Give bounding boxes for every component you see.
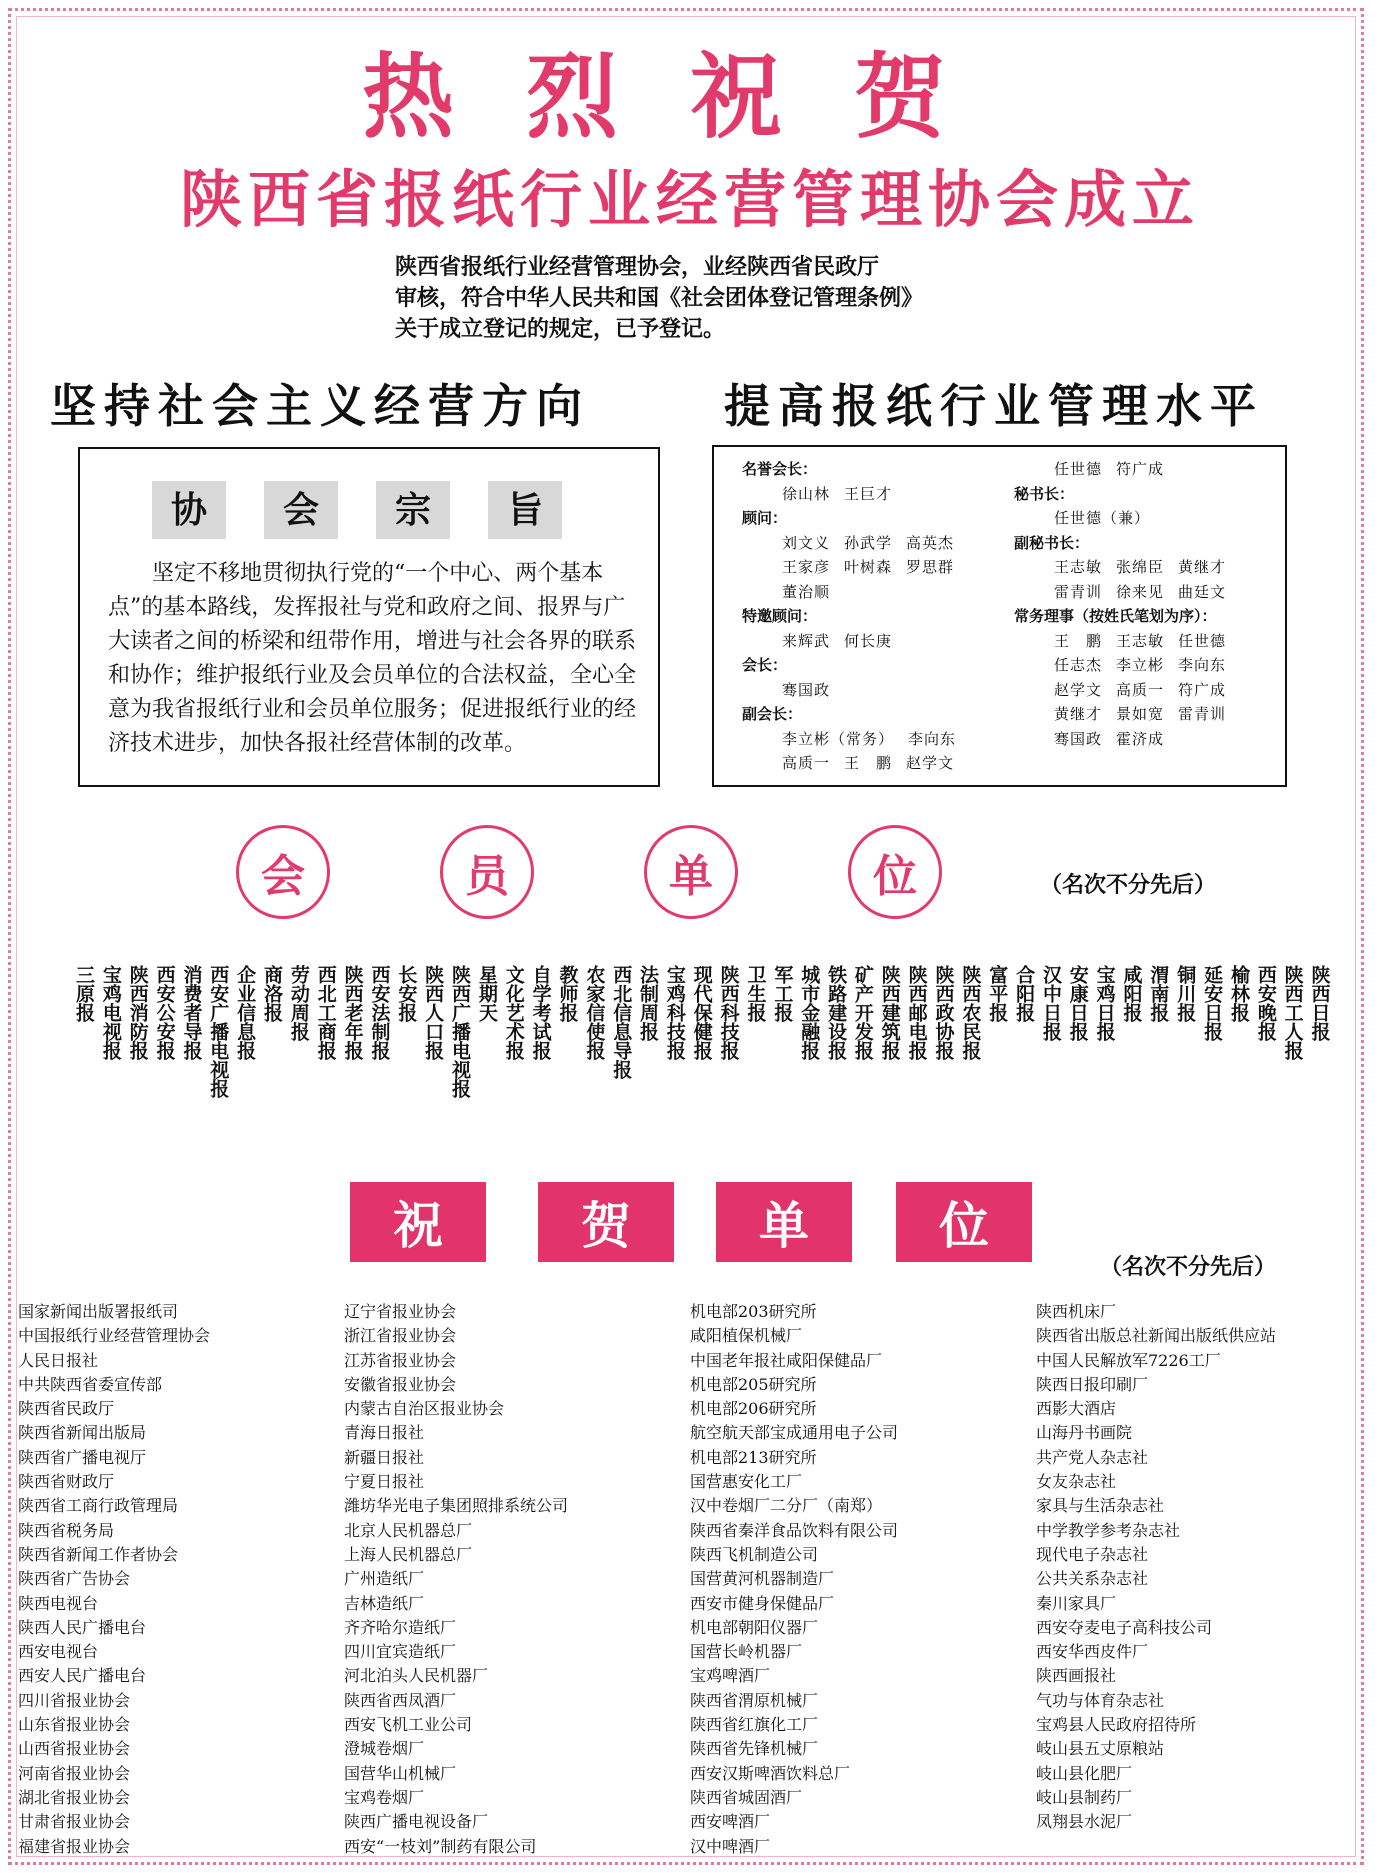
congrats-unit: 宝鸡卷烟厂 <box>344 1787 425 1807</box>
member-seal <box>440 825 534 919</box>
leader-names <box>742 678 992 703</box>
member-unit: 宝鸡电视报 <box>99 965 122 1060</box>
congrats-unit: 汉中啤酒厂 <box>690 1836 771 1856</box>
leader-name: 任世德 <box>1178 631 1227 650</box>
congrats-unit: 山西省报业协会 <box>18 1739 131 1759</box>
member-unit: 宝鸡科技报 <box>663 965 686 1060</box>
leader-name: 黄继才 <box>1178 558 1227 576</box>
congrats-unit: 机电部朝阳仪器厂 <box>690 1617 819 1637</box>
congrats-unit: 齐齐哈尔造纸厂 <box>344 1617 457 1637</box>
congrats-unit: 汉中卷烟厂二分厂（南郑） <box>690 1496 883 1516</box>
congrats-unit: 中国报纸行业经营管理协会 <box>18 1326 211 1346</box>
congrats-unit: 西安啤酒厂 <box>690 1812 771 1832</box>
congrats-unit: 陕西日报印刷厂 <box>1036 1374 1149 1394</box>
member-unit: 陕西日报 <box>1308 965 1331 1041</box>
member-unit: 西北工商报 <box>314 965 337 1060</box>
headline: 热烈祝贺 <box>361 44 1018 151</box>
leader-name: 王巨才 <box>844 484 893 503</box>
congrats-unit: 中共陕西省委宣传部 <box>18 1374 163 1394</box>
congrats-unit: 陕西省城固酒厂 <box>690 1787 803 1807</box>
member-unit: 自学考试报 <box>529 965 552 1060</box>
leader-name: 高英杰 <box>906 533 955 552</box>
congrats-char: 位 <box>939 1197 989 1255</box>
leadership-right-column <box>1014 457 1282 751</box>
congrats-unit: 陕西省广播电视厅 <box>18 1447 147 1467</box>
member-unit: 咸阳报 <box>1120 965 1143 1022</box>
congrats-unit: 河北泊头人民机器厂 <box>344 1666 489 1686</box>
congrats-unit: 四川省报业协会 <box>18 1690 131 1710</box>
leader-name: 李立彬（常务） <box>782 729 895 748</box>
leader-role-title: 副会长： <box>742 705 803 723</box>
congrats-unit: 陕西飞机制造公司 <box>690 1544 819 1564</box>
congrats-unit: 西安华西皮件厂 <box>1036 1642 1149 1662</box>
congrats-unit: 西安飞机工业公司 <box>344 1715 473 1735</box>
leader-role-title: 名誉会长： <box>742 460 818 478</box>
seal-char: 会 <box>261 851 305 902</box>
leader-name: 王 鹏 <box>844 754 893 772</box>
congrats-unit: 家具与生活杂志社 <box>1036 1496 1165 1516</box>
congrats-unit: 国家新闻出版署报纸司 <box>18 1302 179 1321</box>
seal-char: 单 <box>669 851 713 902</box>
congrats-unit: 现代电子杂志社 <box>1036 1544 1149 1564</box>
congrats-unit: 安徽省报业协会 <box>344 1374 457 1394</box>
congrats-unit: 陕西人民广播电台 <box>18 1617 147 1637</box>
congrats-unit: 吉林造纸厂 <box>344 1593 425 1613</box>
member-seal <box>848 825 942 919</box>
leader-names <box>1014 629 1282 752</box>
member-unit: 陕西邮电报 <box>905 965 928 1060</box>
congrats-unit: 机电部203研究所 <box>690 1302 817 1321</box>
congrats-unit: 西安电视台 <box>18 1642 99 1662</box>
leader-name: 骞国政 <box>1054 729 1103 748</box>
congrats-unit: 中国老年报社咸阳保健品厂 <box>690 1350 883 1370</box>
congrats-unit: 青海日报社 <box>344 1423 425 1443</box>
congrats-unit: 宁夏日报社 <box>344 1472 425 1492</box>
congrats-unit: 广州造纸厂 <box>344 1569 425 1589</box>
purpose-title-char: 会 <box>264 481 338 539</box>
registration-notice <box>395 252 1015 345</box>
congrats-unit: 国营黄河机器制造厂 <box>690 1569 835 1589</box>
leader-names <box>742 629 992 654</box>
congrats-unit: 西安人民广播电台 <box>18 1666 147 1686</box>
leader-names <box>742 531 992 605</box>
leader-name: 董治顺 <box>782 582 831 601</box>
congrats-unit: 宝鸡啤酒厂 <box>690 1666 771 1686</box>
congrats-unit: 国营长岭机器厂 <box>690 1642 803 1662</box>
congrats-unit: 陕西省民政厅 <box>18 1399 115 1419</box>
leader-name: 李向东 <box>908 729 957 748</box>
member-unit: 陕西建筑报 <box>878 965 901 1060</box>
member-unit: 陕西广播电视报 <box>449 965 472 1098</box>
congrats-unit: 陕西省工商行政管理局 <box>18 1496 179 1516</box>
congrats-unit: 中学教学参考杂志社 <box>1036 1520 1181 1540</box>
member-unit: 企业信息报 <box>234 965 257 1060</box>
purpose-text: 坚定不移地贯彻执行党的“一个中心、两个基本点”的基本路线，发挥报社与党和政府之间、报界与广大读者之间的桥梁和纽带作用，增进与社会各界的联系和协作；维护报纸行业及会员单位的合法权益，全心全意为我省报纸行业和会员单位服务；促进报纸行业的经济技术进步，加快各报社经营体制的改革。 <box>108 561 637 756</box>
member-unit: 西北信息导报 <box>610 965 633 1079</box>
congrats-unit: 航空航天部宝成通用电子公司 <box>690 1423 899 1443</box>
member-unit: 城市金融报 <box>798 965 821 1060</box>
congrats-unit: 岐山县制药厂 <box>1036 1787 1133 1807</box>
leadership-left-column <box>742 457 992 776</box>
leader-name: 符广成 <box>1116 460 1165 478</box>
leader-name: 刘文义 <box>782 533 831 552</box>
member-unit: 安康日报 <box>1066 965 1089 1041</box>
leadership-box <box>712 445 1287 787</box>
member-unit: 消费者导报 <box>180 965 203 1060</box>
leader-name: 霍济成 <box>1116 729 1165 748</box>
member-unit: 陕西老年报 <box>341 965 364 1060</box>
leader-names <box>1014 457 1282 482</box>
congrats-unit: 山东省报业协会 <box>18 1715 131 1735</box>
notice-line: 关于成立登记的规定，已予登记。 <box>395 317 726 342</box>
congrats-unit: 机电部205研究所 <box>690 1374 817 1394</box>
member-unit: 陕西工人报 <box>1281 965 1304 1060</box>
leader-name: 符广成 <box>1178 680 1227 699</box>
member-seal <box>644 825 738 919</box>
member-unit: 宝鸡日报 <box>1093 965 1116 1041</box>
congrats-unit: 陕西省新闻工作者协会 <box>18 1544 179 1564</box>
member-unit: 商洛报 <box>261 965 284 1022</box>
leader-role-title: 特邀顾问： <box>742 607 818 625</box>
congrats-unit: 湖北省报业协会 <box>18 1787 131 1807</box>
congrats-unit: 陕西广播电视设备厂 <box>344 1812 489 1832</box>
member-unit: 陕西消防报 <box>126 965 149 1060</box>
congrats-unit: 陕西省红旗化工厂 <box>690 1715 819 1735</box>
seal-char: 位 <box>873 851 917 902</box>
congrats-block <box>716 1182 852 1262</box>
leader-name: 何长庚 <box>844 631 893 650</box>
member-unit: 陕西科技报 <box>717 965 740 1060</box>
congrats-block <box>350 1182 486 1262</box>
leader-name: 李向东 <box>1178 656 1227 674</box>
leader-names <box>742 727 992 776</box>
member-unit: 汉中日报 <box>1039 965 1062 1041</box>
congrats-unit: 辽宁省报业协会 <box>344 1302 457 1321</box>
congrats-unit: 陕西省渭原机械厂 <box>690 1690 819 1710</box>
notice-line: 审核，符合中华人民共和国《社会团体登记管理条例》 <box>395 286 924 311</box>
congrats-unit: 国营惠安化工厂 <box>690 1472 803 1492</box>
leader-role-title: 秘书长： <box>1014 484 1075 503</box>
congrats-unit: 福建省报业协会 <box>18 1836 131 1856</box>
congrats-unit: 陕西机床厂 <box>1036 1302 1117 1321</box>
leader-names <box>1014 506 1282 531</box>
congrats-unit: 气功与体育杂志社 <box>1036 1690 1165 1710</box>
congrats-unit: 岐山县五丈原粮站 <box>1036 1739 1165 1759</box>
member-unit: 富平报 <box>986 965 1009 1022</box>
congrats-units-column <box>690 1300 898 1859</box>
congrats-unit: 上海人民机器总厂 <box>344 1544 473 1564</box>
congrats-unit: 机电部213研究所 <box>690 1447 817 1467</box>
leader-role-title: 常务理事（按姓氏笔划为序）： <box>1014 607 1217 625</box>
purpose-title-char: 宗 <box>376 481 450 539</box>
slogan-right: 提高报纸行业管理水平 <box>724 379 1264 433</box>
member-unit: 法制周报 <box>637 965 660 1041</box>
leader-name: 景如宽 <box>1116 705 1165 723</box>
member-unit: 渭南报 <box>1147 965 1170 1022</box>
member-units-list <box>72 965 1332 1135</box>
congrats-unit: 人民日报社 <box>18 1350 99 1370</box>
congrats-unit: 陕西画报社 <box>1036 1666 1117 1686</box>
leader-role-title: 会长： <box>742 656 788 674</box>
member-unit: 西安公安报 <box>153 965 176 1060</box>
association-purpose-box <box>78 447 660 787</box>
leader-name: 王 鹏 <box>1054 631 1103 650</box>
leader-role-title: 顾问： <box>742 509 788 527</box>
seal-char: 员 <box>465 851 509 902</box>
leader-name: 任世德 <box>1054 460 1103 478</box>
member-unit: 西安广播电视报 <box>207 965 230 1098</box>
congrats-unit: 潍坊华光电子集团照排系统公司 <box>344 1496 569 1516</box>
congrats-char: 祝 <box>393 1197 443 1255</box>
leader-name: 赵学文 <box>906 754 955 772</box>
leader-name: 张绵臣 <box>1116 558 1165 576</box>
leader-name: 李立彬 <box>1116 656 1165 674</box>
congrats-unit: 甘肃省报业协会 <box>18 1812 131 1832</box>
congrats-unit: 陕西省新闻出版局 <box>18 1423 147 1443</box>
congrats-units-column <box>344 1300 568 1859</box>
congrats-unit: 河南省报业协会 <box>18 1763 131 1783</box>
congrats-block <box>538 1182 674 1262</box>
leader-name: 高质一 <box>782 754 831 772</box>
member-unit: 陕西人口报 <box>422 965 445 1060</box>
congrats-unit: 陕西省税务局 <box>18 1520 115 1540</box>
member-unit: 延安日报 <box>1201 965 1224 1041</box>
congrats-unit: 西安市健身保健品厂 <box>690 1593 835 1613</box>
leader-name: 孙武学 <box>844 533 893 552</box>
congrats-block <box>896 1182 1032 1262</box>
member-order-note: （名次不分先后） <box>1040 873 1217 898</box>
congrats-unit: 陕西省先锋机械厂 <box>690 1739 819 1759</box>
congrats-unit: 浙江省报业协会 <box>344 1326 457 1346</box>
congrats-unit: 岐山县化肥厂 <box>1036 1763 1133 1783</box>
leader-name: 王志敏 <box>1116 631 1165 650</box>
congrats-unit: 国营华山机械厂 <box>344 1763 457 1783</box>
congrats-unit: 山海丹书画院 <box>1036 1423 1133 1443</box>
leader-name: 雷青训 <box>1178 705 1227 723</box>
congrats-char: 贺 <box>581 1197 631 1255</box>
congrats-order-note: （名次不分先后） <box>1100 1255 1277 1280</box>
notice-line: 陕西省报纸行业经营管理协会，业经陕西省民政厅 <box>395 255 880 280</box>
leader-name: 赵学文 <box>1054 680 1103 699</box>
congrats-unit: 陕西省秦洋食品饮料有限公司 <box>690 1520 899 1540</box>
leader-name: 曲廷文 <box>1178 582 1227 601</box>
congrats-unit: 西影大酒店 <box>1036 1399 1117 1419</box>
leader-name: 罗思群 <box>906 558 955 576</box>
congrats-unit: 咸阳植保机械厂 <box>690 1326 803 1346</box>
congrats-char: 单 <box>759 1197 809 1255</box>
member-unit: 现代保健报 <box>690 965 713 1060</box>
leader-name: 徐来见 <box>1116 582 1165 601</box>
member-unit: 军工报 <box>771 965 794 1022</box>
congrats-unit: 中国人民解放军7226工厂 <box>1036 1350 1221 1370</box>
congrats-unit: 共产党人杂志社 <box>1036 1447 1149 1467</box>
congrats-unit: 西安汉斯啤酒饮料总厂 <box>690 1763 851 1783</box>
member-unit: 矿产开发报 <box>851 965 874 1060</box>
member-unit: 星期天 <box>475 965 498 1022</box>
leader-name: 来辉武 <box>782 631 831 650</box>
congrats-unit: 澄城卷烟厂 <box>344 1739 425 1759</box>
slogan-left: 坚持社会主义经营方向 <box>50 379 590 433</box>
congrats-unit: 陕西省财政厅 <box>18 1472 115 1492</box>
leader-name: 雷青训 <box>1054 582 1103 601</box>
congrats-unit: 机电部206研究所 <box>690 1399 817 1419</box>
member-unit: 西安晚报 <box>1254 965 1277 1041</box>
congrats-unit: 四川宜宾造纸厂 <box>344 1642 457 1662</box>
congrats-unit: 陕西省广告协会 <box>18 1569 131 1589</box>
member-unit: 卫生报 <box>744 965 767 1022</box>
member-unit: 劳动周报 <box>287 965 310 1041</box>
member-seal <box>236 825 330 919</box>
member-unit: 铜川报 <box>1174 965 1197 1022</box>
congrats-unit: 北京人民机器总厂 <box>344 1520 473 1540</box>
leader-name: 高质一 <box>1116 680 1165 699</box>
leader-name: 叶树森 <box>844 558 893 576</box>
congrats-unit: 女友杂志社 <box>1036 1472 1117 1492</box>
member-unit: 合阳报 <box>1013 965 1036 1022</box>
congrats-units-column <box>18 1300 210 1859</box>
congrats-units-column <box>1036 1300 1276 1835</box>
leader-name: 任世德（兼） <box>1054 509 1151 527</box>
member-unit: 三原报 <box>73 965 95 1022</box>
sub-headline: 陕西省报纸行业经营管理协会成立 <box>179 163 1200 236</box>
purpose-title-char: 协 <box>152 481 226 539</box>
member-unit: 铁路建设报 <box>825 965 848 1060</box>
congrats-unit: 江苏省报业协会 <box>344 1350 457 1370</box>
congrats-unit: 秦川家具厂 <box>1036 1593 1117 1613</box>
purpose-title-char: 旨 <box>488 481 562 539</box>
congrats-unit: 陕西电视台 <box>18 1593 99 1613</box>
congrats-unit: 宝鸡县人民政府招待所 <box>1036 1715 1197 1735</box>
member-unit: 西安法制报 <box>368 965 391 1060</box>
leader-name: 黄继才 <box>1054 705 1103 723</box>
purpose-title <box>152 481 658 539</box>
leader-name: 王志敏 <box>1054 558 1103 576</box>
congrats-unit: 陕西省西凤酒厂 <box>344 1690 457 1710</box>
member-unit: 教师报 <box>556 965 579 1022</box>
member-unit: 榆林报 <box>1227 965 1250 1022</box>
congrats-unit: 陕西省出版总社新闻出版纸供应站 <box>1036 1326 1277 1346</box>
member-unit: 文化艺术报 <box>502 965 525 1060</box>
member-unit: 陕西政协报 <box>932 965 955 1060</box>
congrats-unit: 内蒙古自治区报业协会 <box>344 1399 505 1419</box>
congrats-unit: 公共关系杂志社 <box>1036 1569 1149 1589</box>
leader-name: 王家彦 <box>782 558 831 576</box>
congrats-unit: 新疆日报社 <box>344 1447 425 1467</box>
leader-name: 骞国政 <box>782 680 831 699</box>
congrats-unit: 西安夺麦电子高科技公司 <box>1036 1617 1213 1637</box>
leader-names <box>742 482 992 507</box>
leader-name: 任志杰 <box>1054 656 1103 674</box>
member-unit: 陕西农民报 <box>959 965 982 1060</box>
congrats-unit: 西安“一枝刘”制药有限公司 <box>344 1836 537 1856</box>
leader-role-title: 副秘书长： <box>1014 533 1090 552</box>
leader-name: 徐山林 <box>782 484 831 503</box>
member-unit: 农家信使报 <box>583 965 606 1060</box>
congrats-unit: 凤翔县水泥厂 <box>1036 1812 1133 1832</box>
leader-names <box>1014 555 1282 604</box>
member-unit: 长安报 <box>395 965 418 1022</box>
